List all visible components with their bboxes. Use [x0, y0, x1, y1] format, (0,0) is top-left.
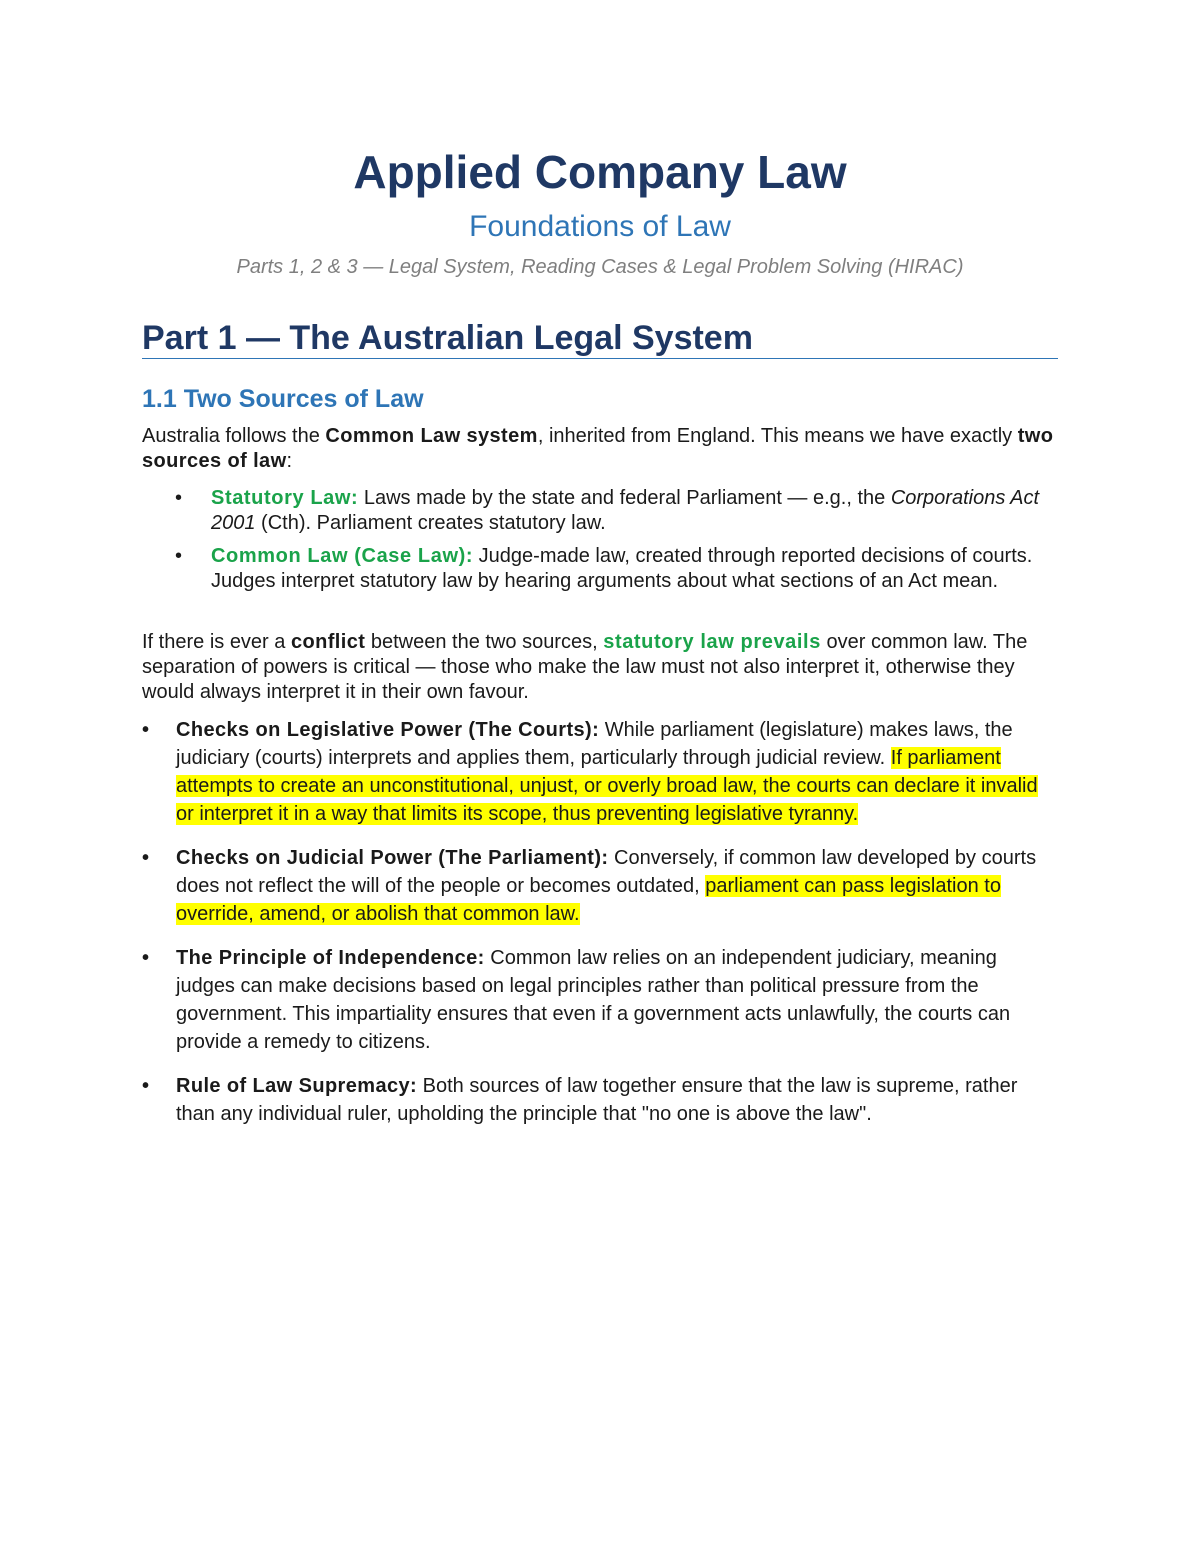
list-item: • Common Law (Case Law): Judge-made law, created through reported decisions of courts. Judges interpret statutory law by hearing arguments about what sections of an Act mean.: [175, 545, 1033, 592]
document-subtitle: Foundations of Law: [469, 210, 731, 243]
point-label: Checks on Legislative Power (The Courts):: [176, 719, 600, 741]
act-title: Corporations Act 2001: [211, 487, 1040, 534]
bold-term: two sources of law: [142, 425, 1054, 472]
intro-paragraph: Australia follows the Common Law system, inherited from England. This means we have exactly two sources of law:: [142, 425, 1054, 472]
point-label: Checks on Judicial Power (The Parliament):: [176, 847, 609, 869]
highlighted-text: If parliament attempts to create an unconstitutional, unjust, or overly broad law, the courts can declare it invalid or interpret it in a way that limits its scope, thus preventing legislative tyranny.: [176, 747, 1038, 825]
bullet-icon: •: [142, 719, 150, 741]
bullet-icon: •: [142, 1075, 150, 1097]
point-label: The Principle of Independence:: [176, 947, 485, 969]
point-label: Rule of Law Supremacy:: [176, 1075, 418, 1097]
bullet-icon: •: [175, 487, 183, 509]
source-label: Common Law (Case Law):: [211, 545, 474, 567]
sources-list: [142, 486, 1058, 602]
highlighted-text: parliament can pass legislation to override, amend, or abolish that common law.: [176, 875, 1001, 925]
separation-points-list: [142, 716, 1058, 1144]
bullet-icon: •: [142, 947, 150, 969]
bullet-icon: •: [142, 847, 150, 869]
document-tagline: Parts 1, 2 & 3 — Legal System, Reading Cases & Legal Problem Solving (HIRAC): [236, 256, 964, 278]
bold-term: conflict: [290, 631, 366, 653]
green-term: statutory law prevails: [603, 631, 821, 653]
list-item: • Checks on Legislative Power (The Courts): While parliament (legislature) makes laws, the judiciary (courts) interprets and applies them, particularly through judicial review. If parliament attempts to create an unconstitutional, unjust, or overly broad law, the courts can declare it invalid or interpret it in a way that limits its scope, thus preventing legislative tyranny.: [142, 716, 1058, 828]
document-title: Applied Company Law: [353, 146, 847, 198]
conflict-paragraph: If there is ever a conflict between the two sources, statutory law prevails over common law. The separation of powers is critical — those who make the law must not also interpret it, otherwise they would always interpret it in their own favour.: [142, 631, 1028, 703]
bold-term: Common Law system: [325, 425, 538, 447]
bullet-icon: •: [175, 545, 183, 567]
source-label: Statutory Law:: [211, 487, 359, 509]
list-item: • Rule of Law Supremacy: Both sources of law together ensure that the law is supreme, rather than any individual ruler, upholding the principle that "no one is above the law".: [142, 1072, 1058, 1128]
section-heading: 1.1 Two Sources of Law: [142, 385, 424, 413]
part-heading: Part 1 — The Australian Legal System: [142, 316, 1058, 359]
list-item: • Statutory Law: Laws made by the state and federal Parliament — e.g., the Corporations Act 2001 (Cth). Parliament creates statutory law.: [175, 487, 1040, 534]
list-item: • The Principle of Independence: Common law relies on an independent judiciary, meaning judges can make decisions based on legal principles rather than political pressure from the government. This impartiality ensures that even if a government acts unlawfully, the courts can provide a remedy to citizens.: [142, 944, 1058, 1056]
list-item: • Checks on Judicial Power (The Parliament): Conversely, if common law developed by courts does not reflect the will of the people or becomes outdated, parliament can pass legislation to override, amend, or abolish that common law.: [142, 844, 1058, 928]
